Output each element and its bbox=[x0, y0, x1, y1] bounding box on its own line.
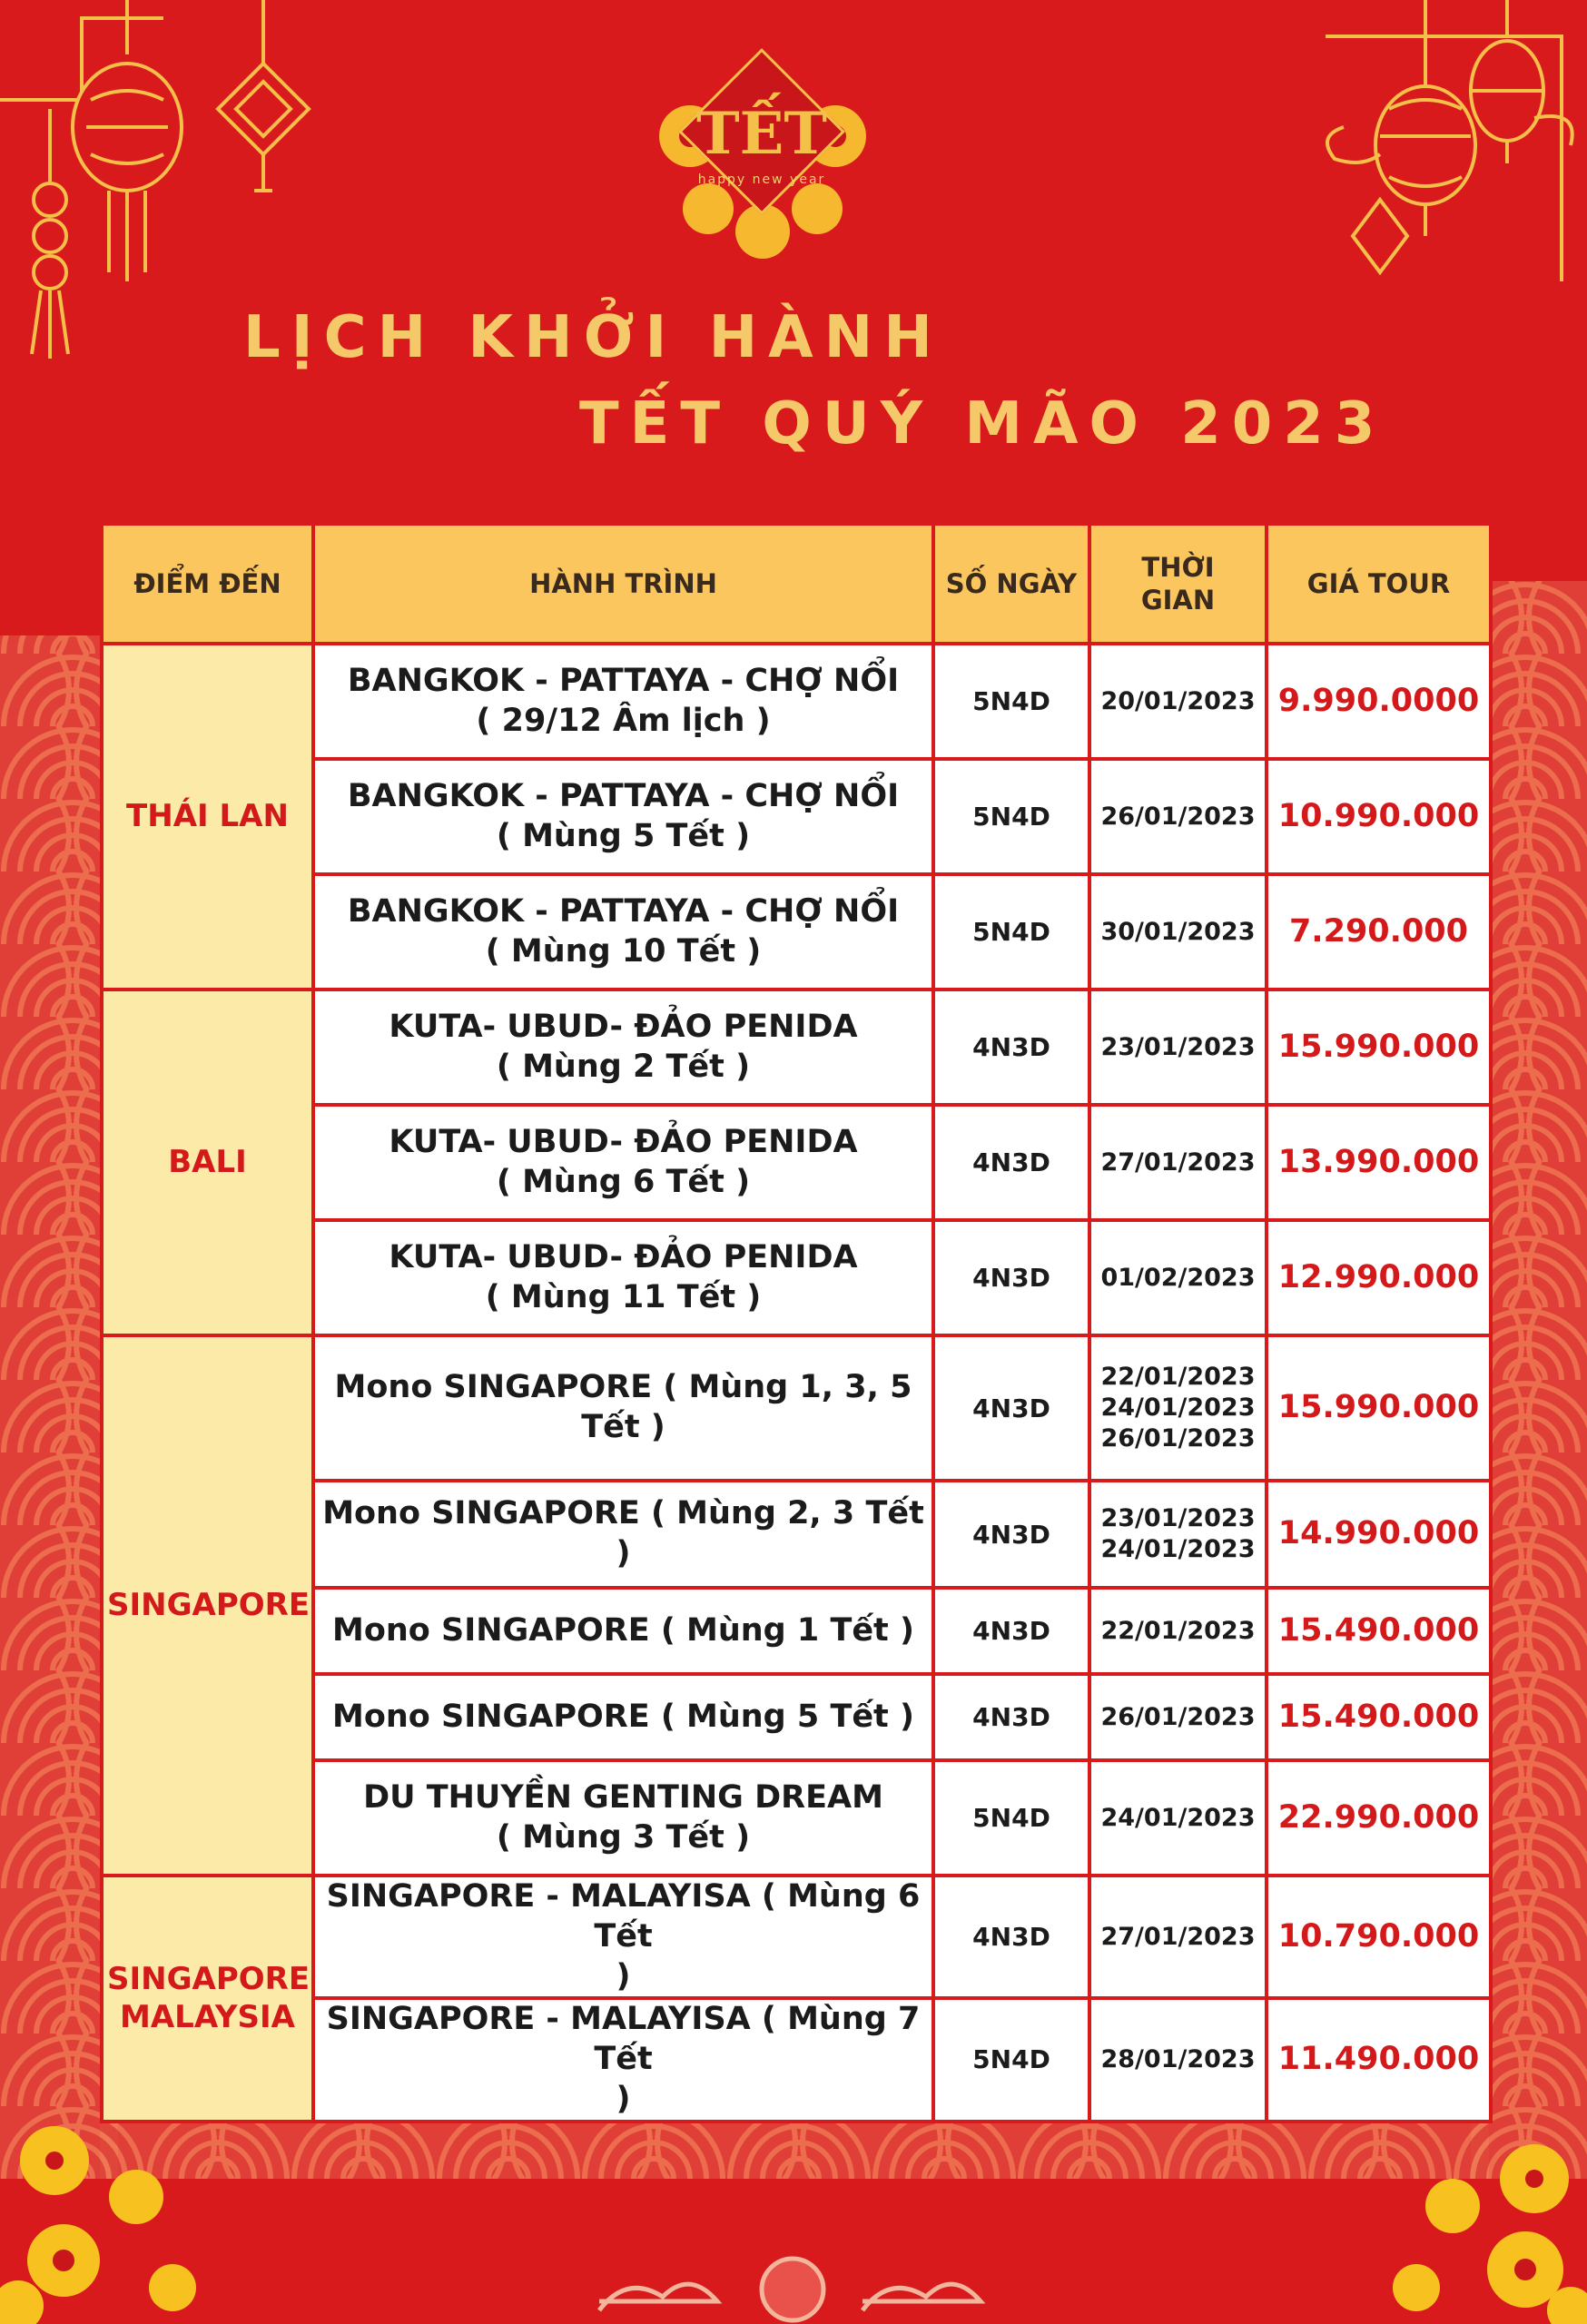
itinerary-cell bbox=[313, 1481, 933, 1588]
date-value: 24/01/2023 bbox=[1100, 1393, 1256, 1423]
date-cell bbox=[1089, 644, 1267, 759]
days-cell: 4N3D bbox=[933, 1674, 1089, 1760]
schedule-body bbox=[102, 644, 1491, 2122]
date-value: 26/01/2023 bbox=[1100, 802, 1256, 831]
header-time bbox=[1089, 524, 1267, 644]
destination-cell: SINGAPORE MALAYSIA bbox=[102, 1876, 313, 2122]
date-cell bbox=[1089, 1876, 1267, 1998]
itinerary-line1: Mono SINGAPORE ( Mùng 1, 3, 5 Tết ) bbox=[334, 1369, 912, 1445]
itinerary-line1: BANGKOK - PATTAYA - CHỢ NỔI bbox=[347, 777, 900, 814]
price-cell: 15.490.000 bbox=[1267, 1674, 1491, 1760]
days-cell: 4N3D bbox=[933, 1481, 1089, 1588]
date-cell bbox=[1089, 1220, 1267, 1335]
days-cell: 4N3D bbox=[933, 1876, 1089, 1998]
itinerary-line1: KUTA- UBUD- ĐẢO PENIDA bbox=[389, 1123, 858, 1160]
tet-word: TẾT bbox=[695, 100, 828, 168]
table-row bbox=[102, 990, 1491, 1105]
price-cell: 10.790.000 bbox=[1267, 1876, 1491, 1998]
header-time-label: THỜI GIAN bbox=[1140, 551, 1216, 615]
itinerary-line2: ) bbox=[616, 2080, 631, 2117]
header-price: GIÁ TOUR bbox=[1267, 524, 1491, 644]
page-title-line1: LỊCH KHỞI HÀNH bbox=[243, 304, 943, 371]
header-itinerary: HÀNH TRÌNH bbox=[313, 524, 933, 644]
header-row bbox=[102, 524, 1491, 644]
price-cell: 10.990.000 bbox=[1267, 759, 1491, 874]
date-value: 22/01/2023 bbox=[1100, 1616, 1256, 1645]
date-value: 30/01/2023 bbox=[1100, 917, 1256, 946]
itinerary-line2: ( 29/12 Âm lịch ) bbox=[476, 702, 771, 739]
itinerary-cell bbox=[313, 1588, 933, 1674]
table-row bbox=[102, 644, 1491, 759]
date-cell bbox=[1089, 990, 1267, 1105]
date-value: 01/02/2023 bbox=[1100, 1263, 1256, 1292]
itinerary-line1: BANGKOK - PATTAYA - CHỢ NỔI bbox=[347, 892, 900, 930]
destination-cell: BALI bbox=[102, 990, 313, 1335]
itinerary-cell bbox=[313, 1335, 933, 1481]
date-value: 22/01/2023 bbox=[1100, 1363, 1256, 1392]
itinerary-line2: ( Mùng 3 Tết ) bbox=[496, 1818, 751, 1856]
date-cell bbox=[1089, 1105, 1267, 1220]
date-cell bbox=[1089, 1335, 1267, 1481]
itinerary-line1: SINGAPORE - MALAYISA ( Mùng 6 Tết bbox=[326, 1878, 921, 1955]
itinerary-cell bbox=[313, 990, 933, 1105]
date-value: 27/01/2023 bbox=[1100, 1147, 1256, 1177]
itinerary-cell bbox=[313, 1760, 933, 1876]
date-cell bbox=[1089, 1481, 1267, 1588]
days-cell: 4N3D bbox=[933, 1105, 1089, 1220]
days-cell: 5N4D bbox=[933, 1760, 1089, 1876]
itinerary-line1: Mono SINGAPORE ( Mùng 1 Tết ) bbox=[332, 1611, 914, 1649]
itinerary-cell bbox=[313, 1674, 933, 1760]
itinerary-line2: ( Mùng 2 Tết ) bbox=[496, 1048, 751, 1085]
date-cell bbox=[1089, 759, 1267, 874]
date-cell bbox=[1089, 1760, 1267, 1876]
date-value: 23/01/2023 bbox=[1100, 1032, 1256, 1061]
itinerary-line2: ( Mùng 11 Tết ) bbox=[485, 1278, 762, 1315]
date-cell bbox=[1089, 1674, 1267, 1760]
itinerary-cell bbox=[313, 759, 933, 874]
itinerary-line1: Mono SINGAPORE ( Mùng 2, 3 Tết ) bbox=[322, 1495, 924, 1571]
lantern-decor-right bbox=[1326, 0, 1572, 281]
table-row bbox=[102, 1876, 1491, 1998]
price-cell: 15.490.000 bbox=[1267, 1588, 1491, 1674]
itinerary-cell bbox=[313, 1998, 933, 2121]
tet-sub: happy new year bbox=[697, 172, 826, 187]
itinerary-cell bbox=[313, 874, 933, 990]
date-value: 20/01/2023 bbox=[1100, 686, 1256, 715]
page-title-line2: TẾT QUÝ MÃO 2023 bbox=[579, 390, 1386, 458]
cloud-decor-bottom bbox=[599, 2259, 981, 2320]
itinerary-line1: SINGAPORE - MALAYISA ( Mùng 7 Tết bbox=[326, 2001, 921, 2077]
destination-cell: THÁI LAN bbox=[102, 644, 313, 990]
price-cell: 11.490.000 bbox=[1267, 1998, 1491, 2121]
itinerary-cell bbox=[313, 1220, 933, 1335]
price-cell: 9.990.0000 bbox=[1267, 644, 1491, 759]
price-cell: 22.990.000 bbox=[1267, 1760, 1491, 1876]
header-destination: ĐIỂM ĐẾN bbox=[102, 524, 313, 644]
days-cell: 4N3D bbox=[933, 990, 1089, 1105]
days-cell: 4N3D bbox=[933, 1220, 1089, 1335]
itinerary-line1: BANGKOK - PATTAYA - CHỢ NỔI bbox=[347, 662, 900, 699]
days-cell: 5N4D bbox=[933, 759, 1089, 874]
itinerary-cell bbox=[313, 644, 933, 759]
date-value: 24/01/2023 bbox=[1100, 1535, 1256, 1563]
days-cell: 5N4D bbox=[933, 1998, 1089, 2121]
itinerary-cell bbox=[313, 1105, 933, 1220]
header-days: SỐ NGÀY bbox=[933, 524, 1089, 644]
tet-badge bbox=[648, 54, 875, 254]
destination-cell: SINGAPORE bbox=[102, 1335, 313, 1876]
date-value: 23/01/2023 bbox=[1100, 1504, 1256, 1533]
days-cell: 4N3D bbox=[933, 1335, 1089, 1481]
itinerary-line1: KUTA- UBUD- ĐẢO PENIDA bbox=[389, 1238, 858, 1275]
price-cell: 15.990.000 bbox=[1267, 1335, 1491, 1481]
table-row bbox=[102, 1335, 1491, 1481]
date-cell bbox=[1089, 1998, 1267, 2121]
date-value: 24/01/2023 bbox=[1100, 1803, 1256, 1832]
price-cell: 14.990.000 bbox=[1267, 1481, 1491, 1588]
itinerary-line1: Mono SINGAPORE ( Mùng 5 Tết ) bbox=[332, 1698, 914, 1735]
days-cell: 5N4D bbox=[933, 644, 1089, 759]
itinerary-line2: ( Mùng 10 Tết ) bbox=[485, 932, 762, 970]
date-cell bbox=[1089, 1588, 1267, 1674]
date-value: 26/01/2023 bbox=[1100, 1423, 1256, 1452]
date-cell bbox=[1089, 874, 1267, 990]
itinerary-line1: DU THUYỀN GENTING DREAM bbox=[363, 1778, 883, 1816]
itinerary-line2: ( Mùng 5 Tết ) bbox=[496, 817, 751, 854]
price-cell: 15.990.000 bbox=[1267, 990, 1491, 1105]
price-cell: 7.290.000 bbox=[1267, 874, 1491, 990]
itinerary-line2: ( Mùng 6 Tết ) bbox=[496, 1163, 751, 1200]
price-cell: 12.990.000 bbox=[1267, 1220, 1491, 1335]
date-value: 27/01/2023 bbox=[1100, 1922, 1256, 1951]
itinerary-cell bbox=[313, 1876, 933, 1998]
days-cell: 5N4D bbox=[933, 874, 1089, 990]
days-cell: 4N3D bbox=[933, 1588, 1089, 1674]
date-value: 28/01/2023 bbox=[1100, 2045, 1256, 2073]
itinerary-line2: ) bbox=[616, 1957, 631, 1994]
schedule-table bbox=[100, 522, 1493, 2123]
date-value: 26/01/2023 bbox=[1100, 1702, 1256, 1731]
price-cell: 13.990.000 bbox=[1267, 1105, 1491, 1220]
itinerary-line1: KUTA- UBUD- ĐẢO PENIDA bbox=[389, 1008, 858, 1045]
